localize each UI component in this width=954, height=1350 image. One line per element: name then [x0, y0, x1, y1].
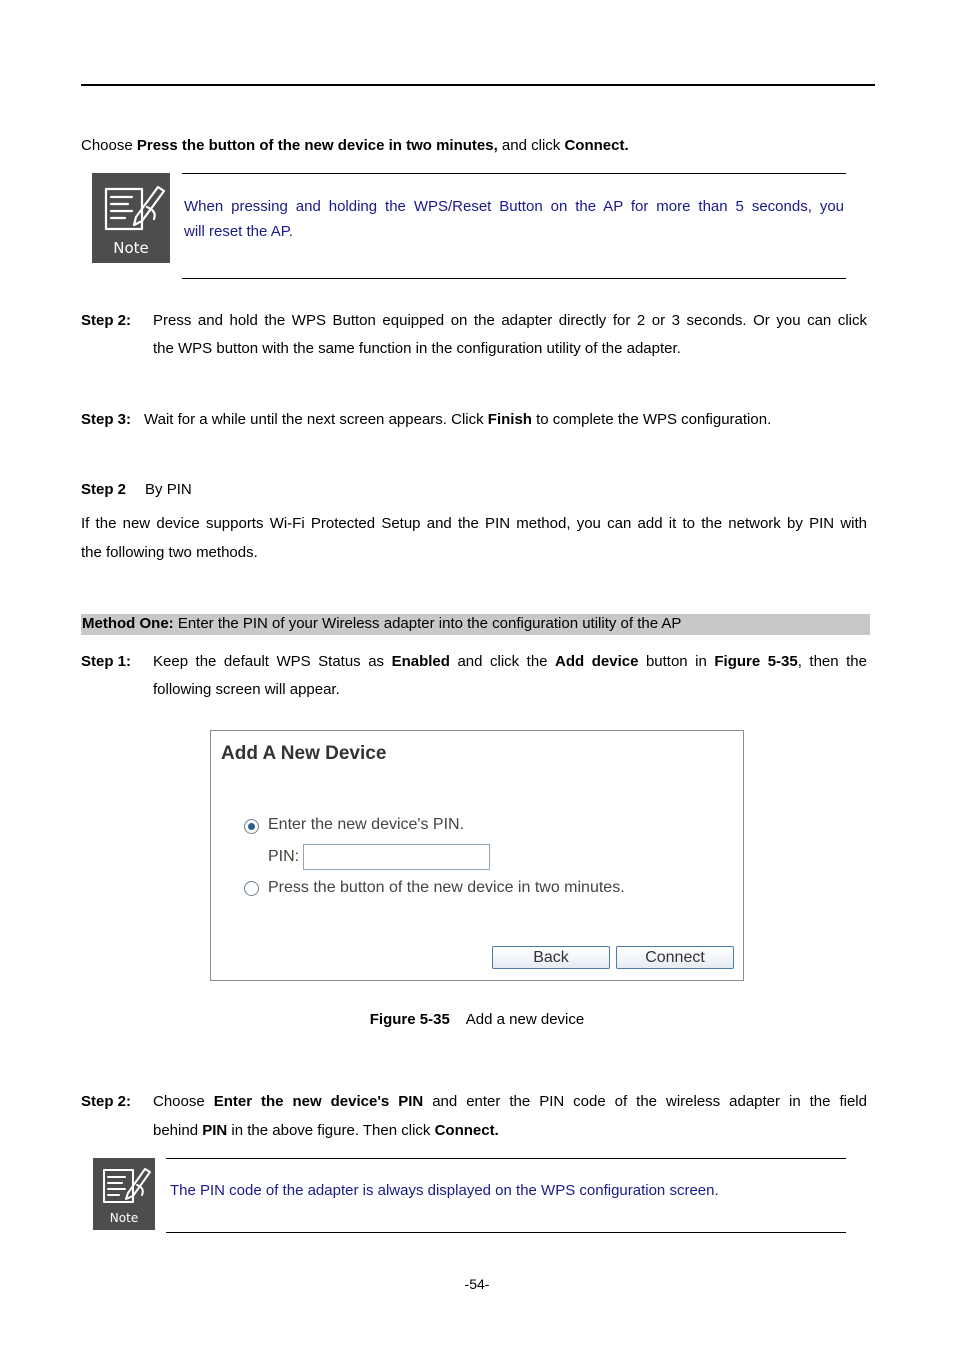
by-pin-paragraph: If the new device supports Wi-Fi Protected Setup and the PIN method, you can add it to the network by PIN with the following two methods. — [81, 515, 867, 561]
add-device-figure — [210, 730, 744, 981]
radio-selected-dot — [248, 823, 255, 830]
note-icon — [92, 173, 170, 263]
step-label: Step 2: — [81, 312, 132, 329]
note-text — [184, 194, 844, 244]
method-one-text: Method One: Enter the PIN of your Wireless adapter into the configuration utility of the AP — [82, 615, 682, 632]
note-text: The PIN code of the adapter is always displayed on the WPS configuration screen. — [170, 1182, 719, 1199]
note-bottom-rule — [166, 1232, 846, 1233]
page-number: -54- — [464, 1276, 490, 1292]
step-text: Choose Enter the new device's PIN and enter the PIN code of the wireless adapter in the field behind PIN in the above figure. Then click Connect. — [153, 1093, 867, 1139]
figure-title: Add A New Device — [221, 743, 387, 764]
step-text: Press and hold the WPS Button equipped on the adapter directly for 2 or 3 seconds. Or you can click the WPS button with the same function in the configuration utility of the adapter. — [153, 312, 867, 357]
option-press-button-label: Press the button of the new device in two minutes. — [268, 879, 625, 896]
figure-caption: Figure 5-35 Add a new device — [369, 1011, 585, 1028]
pin-input[interactable] — [303, 844, 490, 870]
step-3: Step 3: Wait for a while until the next screen appears. Click Finish to complete the WPS configuration. — [81, 411, 772, 428]
note-icon — [93, 1158, 155, 1230]
note-top-rule — [182, 173, 846, 174]
connect-button[interactable]: Connect — [616, 946, 734, 969]
note-top-rule — [166, 1158, 846, 1159]
step-text: Keep the default WPS Status as Enabled and click the Add device button in Figure 5-35, then the following screen will appear. — [153, 653, 867, 698]
option-enter-pin-label: Enter the new device's PIN. — [268, 816, 465, 833]
note-icon-label: Note — [113, 239, 149, 257]
note-icon-label: Note — [109, 1211, 139, 1225]
back-button[interactable]: Back — [492, 946, 610, 969]
step-label: Step 1: — [81, 653, 132, 670]
note-line-2: will reset the AP. — [184, 223, 293, 240]
by-pin-heading: Step 2 By PIN — [81, 481, 192, 498]
step-label: Step 2: — [81, 1093, 132, 1110]
intro-line: Choose Press the button of the new device in two minutes, and click Connect. — [81, 137, 629, 154]
radio-press-button[interactable] — [244, 881, 259, 896]
pin-label: PIN: — [268, 848, 300, 865]
radio-enter-pin[interactable] — [244, 819, 259, 834]
note-line-1: When pressing and holding the WPS/Reset Button on the AP for more than 5 seconds, you — [184, 198, 844, 215]
note-bottom-rule — [182, 278, 846, 279]
header-rule — [81, 84, 875, 86]
